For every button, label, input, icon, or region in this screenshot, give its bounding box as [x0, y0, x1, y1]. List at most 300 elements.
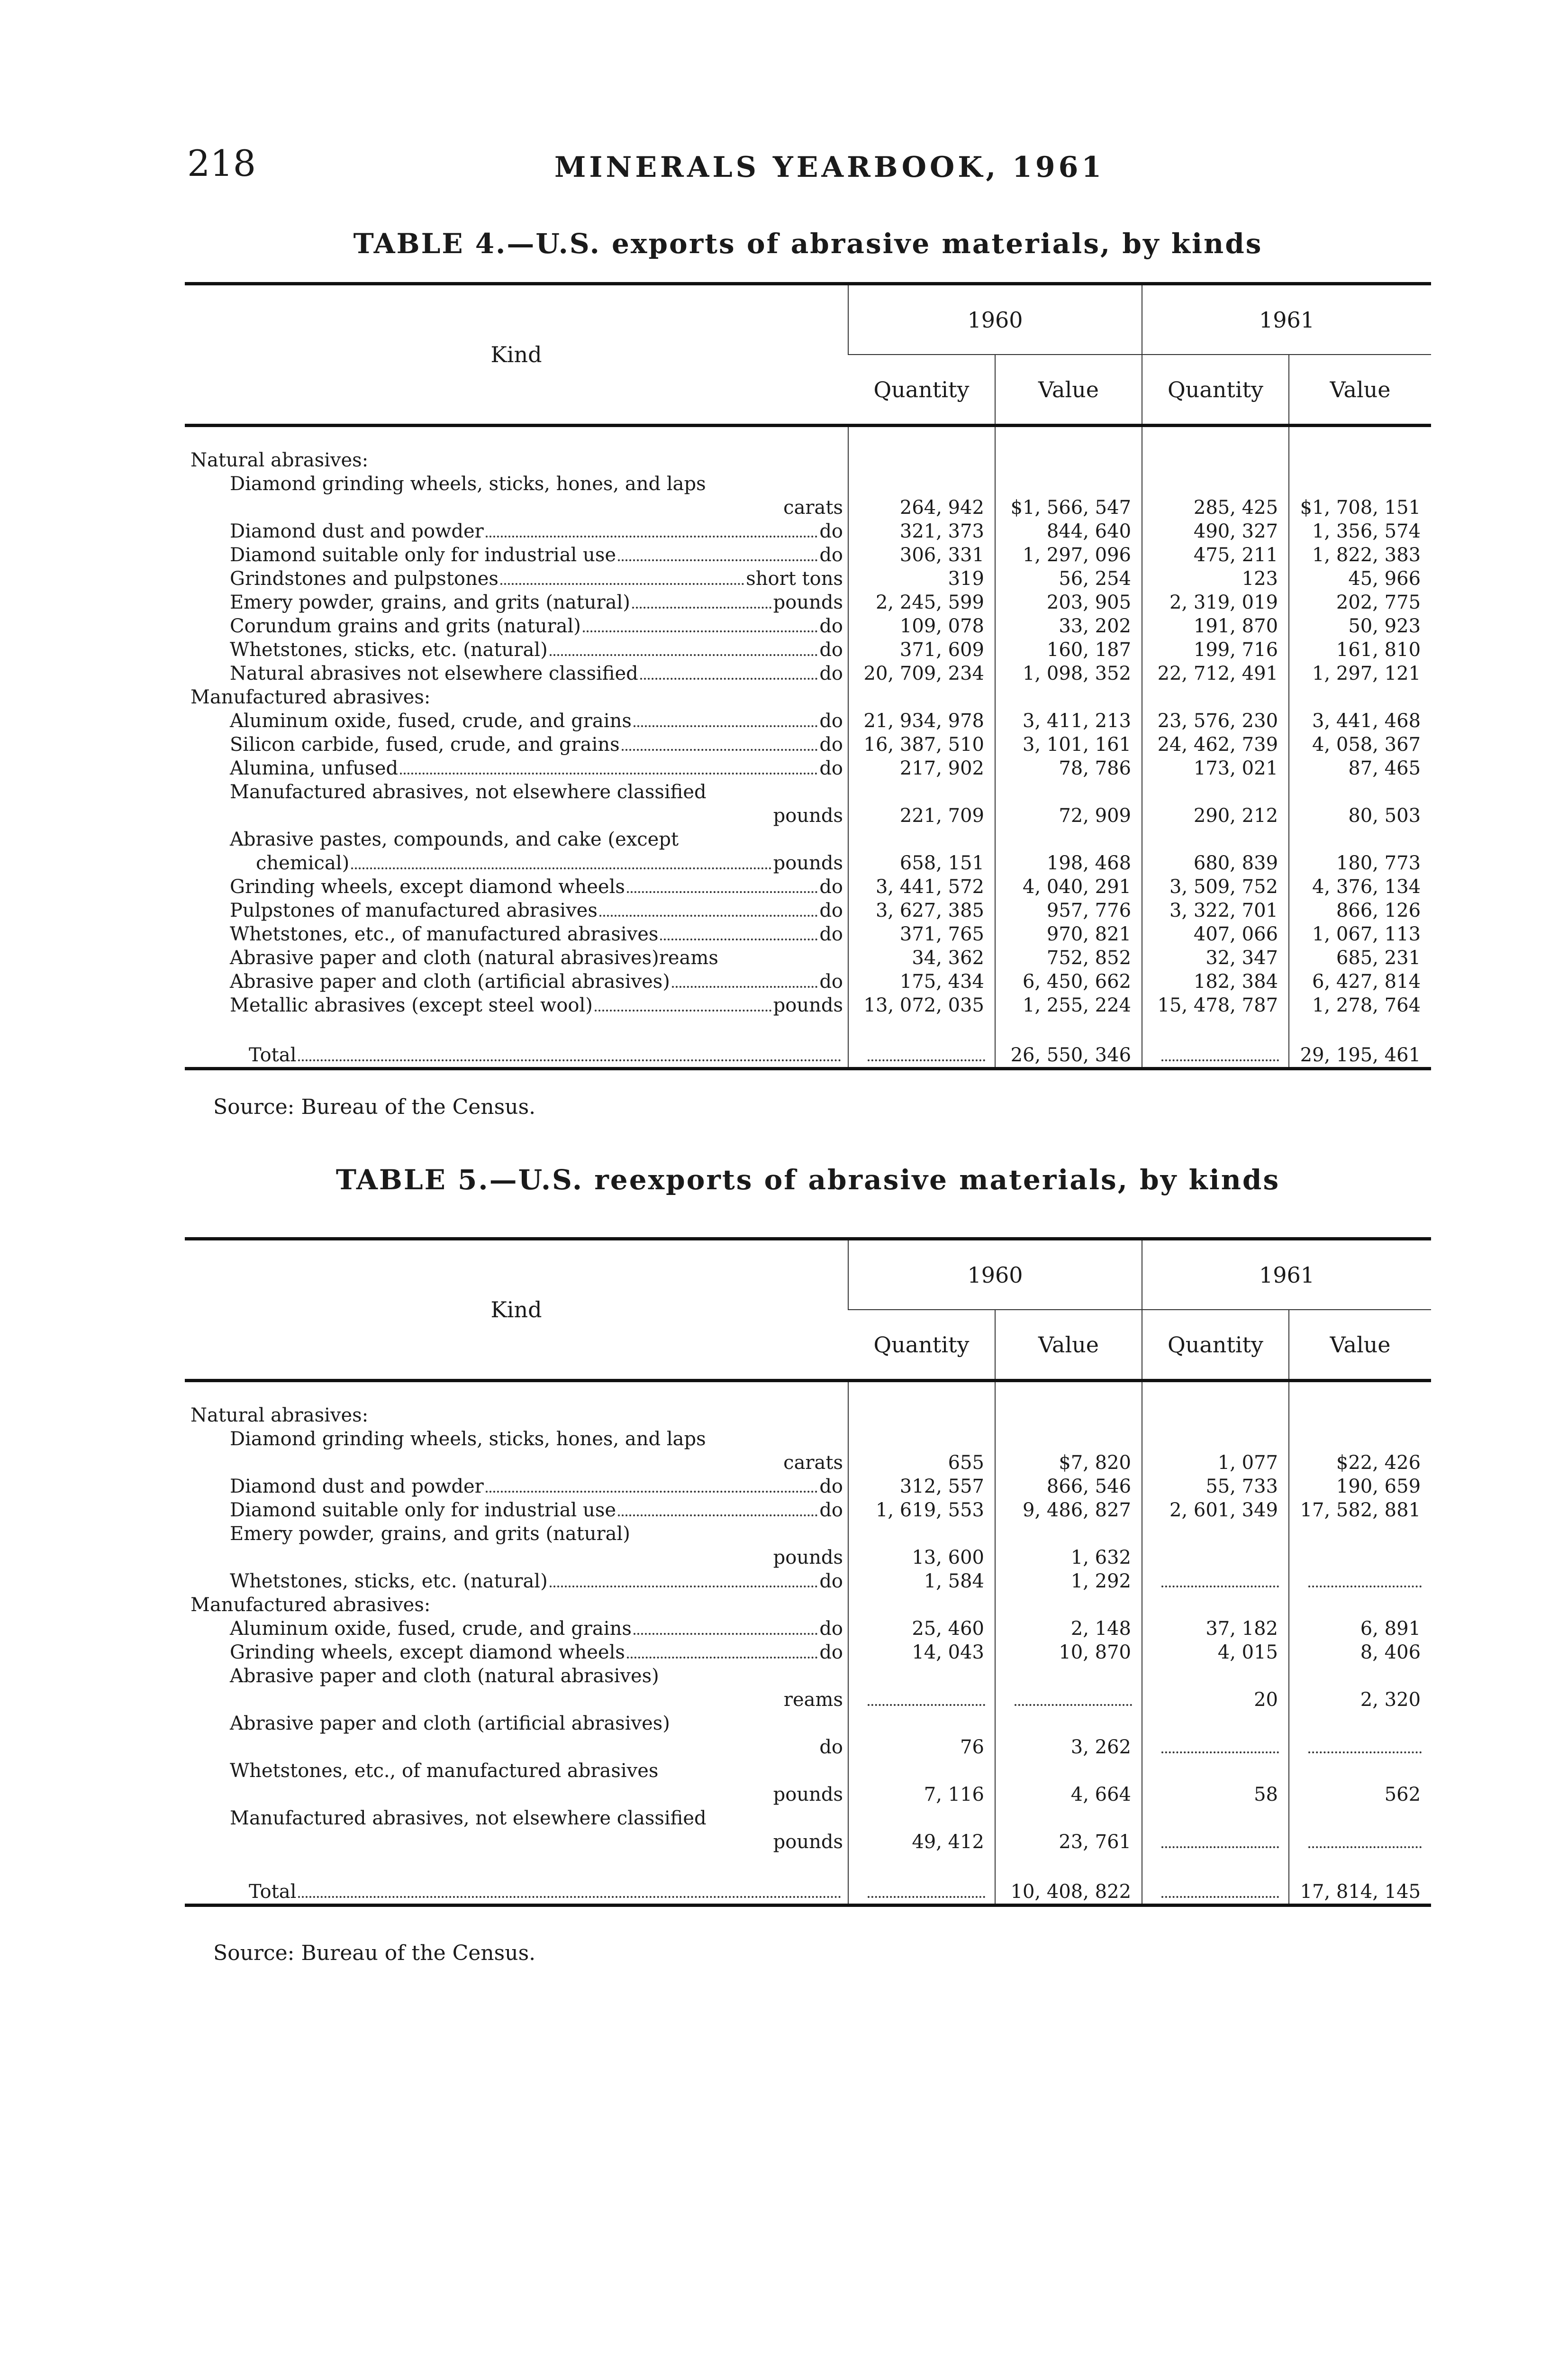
table-row	[185, 1806, 1431, 1830]
value-cell: 78, 786	[995, 757, 1142, 780]
row-label	[230, 946, 843, 970]
value-header: Value	[1289, 355, 1431, 426]
value-cell: 1, 278, 764	[1289, 994, 1431, 1017]
table-row	[185, 1830, 1431, 1854]
row-label	[230, 662, 843, 685]
value-cell: 20	[1142, 1688, 1289, 1712]
value-cell	[1142, 1806, 1289, 1830]
value-cell	[1289, 1664, 1431, 1688]
table-row	[185, 1735, 1431, 1759]
table-row	[185, 970, 1431, 994]
table-row	[185, 614, 1431, 638]
value-cell	[1142, 780, 1289, 804]
row-label-cell	[185, 1712, 848, 1735]
total-value: 29, 195, 461	[1289, 1043, 1431, 1069]
value-cell: 1, 067, 113	[1289, 922, 1431, 946]
value-cell: 957, 776	[995, 899, 1142, 922]
row-unit: do	[819, 1618, 843, 1640]
row-label-text: Diamond grinding wheels, sticks, hones, and laps	[230, 473, 706, 495]
value-cell	[1142, 1546, 1289, 1569]
value-cell	[1142, 1664, 1289, 1688]
value-cell: 76	[848, 1735, 995, 1759]
value-cell: 21, 934, 978	[848, 709, 995, 733]
value-cell: 190, 659	[1289, 1475, 1431, 1498]
value-cell: 37, 182	[1142, 1617, 1289, 1641]
row-unit: pounds	[773, 1547, 843, 1568]
row-label-text: Abrasive paper and cloth (natural abrasives)	[230, 947, 659, 969]
dot-leader	[627, 1657, 817, 1659]
value-cell	[1142, 1522, 1289, 1546]
row-unit: do	[819, 520, 843, 542]
dot-leader	[351, 867, 771, 869]
value-cell	[995, 1664, 1142, 1688]
table-row	[185, 1569, 1431, 1593]
table-row	[185, 662, 1431, 685]
value-cell: 4, 058, 367	[1289, 733, 1431, 757]
row-label-cell	[185, 1641, 848, 1664]
row-label-text: Manufactured abrasives:	[190, 686, 431, 708]
running-title: MINERALS YEARBOOK, 1961	[554, 151, 1105, 184]
dot-leader	[660, 939, 817, 940]
value-cell: 34, 362	[848, 946, 995, 970]
table-row	[185, 1617, 1431, 1641]
total-label-cell	[185, 1880, 848, 1905]
value-cell: 3, 441, 572	[848, 875, 995, 899]
value-cell: 1, 297, 121	[1289, 662, 1431, 685]
value-cell: 4, 040, 291	[995, 875, 1142, 899]
value-cell: 752, 852	[995, 946, 1142, 970]
value-cell	[995, 1712, 1142, 1735]
value-cell: 866, 546	[995, 1475, 1142, 1498]
value-cell	[995, 472, 1142, 496]
row-label	[230, 1712, 843, 1735]
value-cell	[1289, 1427, 1431, 1451]
table-row	[185, 875, 1431, 899]
row-label-cell	[185, 1664, 848, 1688]
table-row	[185, 757, 1431, 780]
value-cell: 33, 202	[995, 614, 1142, 638]
value-cell: 8, 406	[1289, 1641, 1431, 1664]
value-cell	[995, 1593, 1142, 1617]
row-label-cell	[185, 757, 848, 780]
row-unit: do	[819, 876, 843, 898]
row-unit: do	[819, 900, 843, 921]
value-cell	[1142, 1593, 1289, 1617]
value-cell: 32, 347	[1142, 946, 1289, 970]
row-label-text: Whetstones, sticks, etc. (natural)	[230, 1570, 548, 1592]
row-unit: do	[819, 734, 843, 756]
dash-leader	[1308, 1585, 1422, 1587]
value-cell	[1289, 1712, 1431, 1735]
value-cell	[848, 1404, 995, 1427]
dot-leader	[640, 678, 818, 680]
value-cell	[1142, 1712, 1289, 1735]
value-cell: $1, 708, 151	[1289, 496, 1431, 520]
value-cell: $1, 566, 547	[995, 496, 1142, 520]
empty-cell	[1142, 1735, 1289, 1759]
table-row	[185, 899, 1431, 922]
dash-leader	[1161, 1585, 1279, 1587]
value-cell: 290, 212	[1142, 804, 1289, 828]
value-cell: 1, 356, 574	[1289, 520, 1431, 543]
row-label	[230, 591, 843, 614]
row-unit: carats	[783, 497, 843, 519]
value-cell: 1, 292	[995, 1569, 1142, 1593]
empty-cell	[1142, 1880, 1289, 1905]
row-label	[230, 1783, 843, 1806]
value-cell: 970, 821	[995, 922, 1142, 946]
year-header: 1961	[1142, 1239, 1431, 1310]
value-cell: 25, 460	[848, 1617, 995, 1641]
row-label-text: Emery powder, grains, and grits (natural)	[230, 1523, 630, 1545]
row-unit: do	[819, 663, 843, 684]
value-cell: 58	[1142, 1783, 1289, 1806]
row-label	[230, 709, 843, 733]
value-cell: 14, 043	[848, 1641, 995, 1664]
row-label-cell	[185, 520, 848, 543]
value-cell: 3, 411, 213	[995, 709, 1142, 733]
row-label-cell	[185, 1475, 848, 1498]
table-row	[185, 496, 1431, 520]
total-label-text: Total	[249, 1881, 297, 1903]
row-label-text: Diamond grinding wheels, sticks, hones, and laps	[230, 1428, 706, 1450]
value-cell: 1, 098, 352	[995, 662, 1142, 685]
value-cell	[1289, 1522, 1431, 1546]
value-cell	[1142, 1404, 1289, 1427]
empty-cell	[848, 1880, 995, 1905]
dot-leader	[627, 891, 817, 893]
row-label-cell	[185, 685, 848, 709]
value-cell: 3, 627, 385	[848, 899, 995, 922]
value-cell: 49, 412	[848, 1830, 995, 1854]
row-label	[230, 638, 843, 662]
row-label	[230, 472, 843, 496]
table4-exports	[185, 282, 1431, 1070]
value-cell	[1142, 828, 1289, 851]
row-label-cell	[185, 472, 848, 496]
row-label	[230, 922, 843, 946]
row-label	[230, 1688, 843, 1712]
value-cell: 658, 151	[848, 851, 995, 875]
table-row	[185, 1404, 1431, 1427]
row-label-text: Diamond suitable only for industrial use	[230, 1499, 616, 1521]
table-row	[185, 1451, 1431, 1475]
value-cell	[995, 1806, 1142, 1830]
dash-leader	[868, 1059, 985, 1061]
value-cell	[848, 828, 995, 851]
value-cell: 87, 465	[1289, 757, 1431, 780]
row-label-text: Diamond suitable only for industrial use	[230, 544, 616, 566]
value-cell: 685, 231	[1289, 946, 1431, 970]
value-cell: 50, 923	[1289, 614, 1431, 638]
value-cell: 6, 427, 814	[1289, 970, 1431, 994]
year-header: 1961	[1142, 284, 1431, 355]
row-label	[230, 994, 843, 1017]
value-cell: 6, 891	[1289, 1617, 1431, 1641]
table-row	[185, 946, 1431, 970]
dot-leader	[599, 915, 817, 917]
value-cell	[995, 828, 1142, 851]
row-label	[230, 1498, 843, 1522]
value-cell: 264, 942	[848, 496, 995, 520]
table-row	[185, 685, 1431, 709]
value-cell: 490, 327	[1142, 520, 1289, 543]
row-unit: do	[819, 544, 843, 566]
value-cell: 22, 712, 491	[1142, 662, 1289, 685]
value-cell: 1, 297, 096	[995, 543, 1142, 567]
value-cell	[848, 1427, 995, 1451]
row-label-text: Abrasive paper and cloth (artificial abrasives)	[230, 971, 670, 993]
dash-leader	[1161, 1846, 1279, 1848]
dot-leader	[672, 986, 817, 988]
dash-leader	[1015, 1704, 1132, 1706]
dot-leader	[486, 1491, 818, 1493]
value-header: Value	[995, 355, 1142, 426]
value-cell: 4, 664	[995, 1783, 1142, 1806]
value-cell	[1289, 1404, 1431, 1427]
dash-leader	[1161, 1751, 1279, 1753]
row-label-cell	[185, 1830, 848, 1854]
value-cell: 4, 015	[1142, 1641, 1289, 1664]
row-label-cell	[185, 448, 848, 472]
table-row	[185, 994, 1431, 1017]
value-cell	[848, 1522, 995, 1546]
value-cell: 173, 021	[1142, 757, 1289, 780]
table-row	[185, 638, 1431, 662]
value-cell	[848, 1759, 995, 1783]
value-cell: 7, 116	[848, 1783, 995, 1806]
value-cell: $7, 820	[995, 1451, 1142, 1475]
row-label-text: Alumina, unfused	[230, 757, 399, 779]
quantity-header: Quantity	[1142, 1310, 1289, 1381]
dash-leader	[1308, 1846, 1422, 1848]
value-cell: 13, 600	[848, 1546, 995, 1569]
row-unit: carats	[783, 1452, 843, 1474]
row-label-text: Whetstones, etc., of manufactured abrasives	[230, 923, 659, 945]
row-label	[230, 1546, 843, 1569]
row-label-cell	[185, 1451, 848, 1475]
value-cell: 203, 905	[995, 591, 1142, 614]
value-cell: 371, 609	[848, 638, 995, 662]
row-label	[190, 685, 843, 709]
row-label-cell	[185, 638, 848, 662]
empty-cell	[848, 1688, 995, 1712]
value-cell	[1289, 1806, 1431, 1830]
value-cell: 285, 425	[1142, 496, 1289, 520]
row-label-cell	[185, 994, 848, 1017]
row-label	[230, 1759, 843, 1783]
value-cell: 407, 066	[1142, 922, 1289, 946]
row-label	[230, 804, 843, 828]
value-cell	[848, 780, 995, 804]
value-cell: 175, 434	[848, 970, 995, 994]
value-cell	[1289, 685, 1431, 709]
row-label-cell	[185, 946, 848, 970]
value-cell: 10, 870	[995, 1641, 1142, 1664]
value-cell: 2, 148	[995, 1617, 1142, 1641]
year-header: 1960	[848, 1239, 1142, 1310]
total-row	[185, 1880, 1431, 1905]
table-row	[185, 1641, 1431, 1664]
value-cell: 161, 810	[1289, 638, 1431, 662]
total-value: 10, 408, 822	[995, 1880, 1142, 1905]
row-label	[230, 496, 843, 520]
row-label-cell	[185, 1522, 848, 1546]
row-unit: do	[819, 757, 843, 779]
value-cell: 4, 376, 134	[1289, 875, 1431, 899]
table-row	[185, 1546, 1431, 1569]
dot-leader	[632, 607, 771, 609]
row-label	[230, 1569, 843, 1593]
value-cell: 180, 773	[1289, 851, 1431, 875]
dot-leader	[298, 1896, 841, 1898]
empty-cell	[1142, 1830, 1289, 1854]
table-row	[185, 1783, 1431, 1806]
kind-header: Kind	[185, 1239, 848, 1381]
row-label	[230, 1641, 843, 1664]
row-label	[256, 851, 843, 875]
table4-body	[185, 426, 1431, 1069]
row-label-text: Manufactured abrasives:	[190, 1594, 431, 1616]
row-label-text: Pulpstones of manufactured abrasives	[230, 900, 598, 921]
empty-cell	[1289, 1735, 1431, 1759]
table-row	[185, 828, 1431, 851]
value-header: Value	[995, 1310, 1142, 1381]
value-cell: 199, 716	[1142, 638, 1289, 662]
row-label-text: Diamond dust and powder	[230, 1476, 484, 1497]
row-label-text: Grindstones and pulpstones	[230, 568, 498, 590]
dot-leader	[500, 583, 744, 585]
row-label-text: Whetstones, sticks, etc. (natural)	[230, 639, 548, 661]
empty-cell	[995, 1688, 1142, 1712]
value-cell: 680, 839	[1142, 851, 1289, 875]
row-label	[230, 1451, 843, 1475]
table4-title: TABLE 4.—U.S. exports of abrasive materials, by kinds	[353, 228, 1263, 260]
total-row	[185, 1043, 1431, 1069]
row-unit: pounds	[773, 1784, 843, 1805]
dot-leader	[583, 630, 817, 632]
row-label-cell	[185, 591, 848, 614]
row-label	[230, 520, 843, 543]
value-cell	[1142, 685, 1289, 709]
row-label-text: Emery powder, grains, and grits (natural)	[230, 592, 630, 613]
row-label-cell	[185, 567, 848, 591]
dot-leader	[618, 1514, 817, 1516]
value-cell: 1, 255, 224	[995, 994, 1142, 1017]
table-row	[185, 1522, 1431, 1546]
row-label-cell	[185, 709, 848, 733]
value-cell: 123	[1142, 567, 1289, 591]
total-label	[230, 1043, 843, 1067]
row-label-text: Metallic abrasives (except steel wool)	[230, 994, 593, 1016]
row-label	[230, 543, 843, 567]
total-label	[230, 1880, 843, 1904]
value-cell: 160, 187	[995, 638, 1142, 662]
row-label	[230, 899, 843, 922]
row-label-cell	[185, 1617, 848, 1641]
row-label-cell	[185, 875, 848, 899]
row-label-text: Corundum grains and grits (natural)	[230, 615, 581, 637]
table-row	[185, 448, 1431, 472]
row-label	[190, 1593, 843, 1617]
table-row	[185, 709, 1431, 733]
row-label	[230, 780, 843, 804]
row-label-text: Manufactured abrasives, not elsewhere classified	[230, 781, 707, 803]
value-cell: 23, 761	[995, 1830, 1142, 1854]
row-unit: pounds	[773, 994, 843, 1016]
dot-leader	[550, 1586, 818, 1587]
value-cell: 2, 601, 349	[1142, 1498, 1289, 1522]
row-label	[230, 757, 843, 780]
value-cell: 2, 319, 019	[1142, 591, 1289, 614]
row-label-cell	[185, 1735, 848, 1759]
value-cell: 15, 478, 787	[1142, 994, 1289, 1017]
value-cell	[848, 1712, 995, 1735]
value-cell: 13, 072, 035	[848, 994, 995, 1017]
value-cell: 109, 078	[848, 614, 995, 638]
row-label-text: Natural abrasives:	[190, 1404, 369, 1426]
row-label	[230, 1735, 843, 1759]
table5-title: TABLE 5.—U.S. reexports of abrasive materials, by kinds	[335, 1164, 1280, 1196]
row-unit: do	[819, 639, 843, 661]
row-label-cell	[185, 1427, 848, 1451]
value-cell: 182, 384	[1142, 970, 1289, 994]
row-label-text: Aluminum oxide, fused, crude, and grains	[230, 710, 632, 732]
table-row	[185, 543, 1431, 567]
row-label-cell	[185, 496, 848, 520]
row-unit: pounds	[773, 852, 843, 874]
row-label-text: Abrasive pastes, compounds, and cake (except	[230, 829, 679, 850]
row-label-text: Grinding wheels, except diamond wheels	[230, 1641, 625, 1663]
value-cell: 56, 254	[995, 567, 1142, 591]
table-row	[185, 1712, 1431, 1735]
value-cell	[1289, 828, 1431, 851]
value-cell	[848, 448, 995, 472]
row-label	[230, 1806, 843, 1830]
value-cell	[848, 685, 995, 709]
table-row	[185, 804, 1431, 828]
value-cell: 24, 462, 739	[1142, 733, 1289, 757]
dot-leader	[595, 1010, 771, 1012]
table-row	[185, 1427, 1431, 1451]
row-unit: do	[819, 1641, 843, 1663]
value-cell	[848, 1664, 995, 1688]
dot-leader	[622, 749, 818, 751]
value-cell: 191, 870	[1142, 614, 1289, 638]
value-cell: 2, 320	[1289, 1688, 1431, 1712]
value-cell	[995, 1759, 1142, 1783]
value-cell: 655	[848, 1451, 995, 1475]
row-unit: pounds	[773, 1831, 843, 1853]
row-unit: do	[819, 615, 843, 637]
value-cell: 1, 584	[848, 1569, 995, 1593]
value-cell: 562	[1289, 1783, 1431, 1806]
table-row	[185, 733, 1431, 757]
value-cell	[1289, 1593, 1431, 1617]
value-cell: 20, 709, 234	[848, 662, 995, 685]
row-label	[190, 1404, 843, 1427]
page-number: 218	[187, 142, 256, 184]
value-cell: 45, 966	[1289, 567, 1431, 591]
table-row	[185, 851, 1431, 875]
empty-cell	[1289, 1569, 1431, 1593]
table-row	[185, 1475, 1431, 1498]
value-cell: 3, 101, 161	[995, 733, 1142, 757]
page-header	[187, 142, 1429, 199]
empty-cell	[848, 1043, 995, 1069]
row-unit: do	[819, 710, 843, 732]
value-cell: 321, 373	[848, 520, 995, 543]
